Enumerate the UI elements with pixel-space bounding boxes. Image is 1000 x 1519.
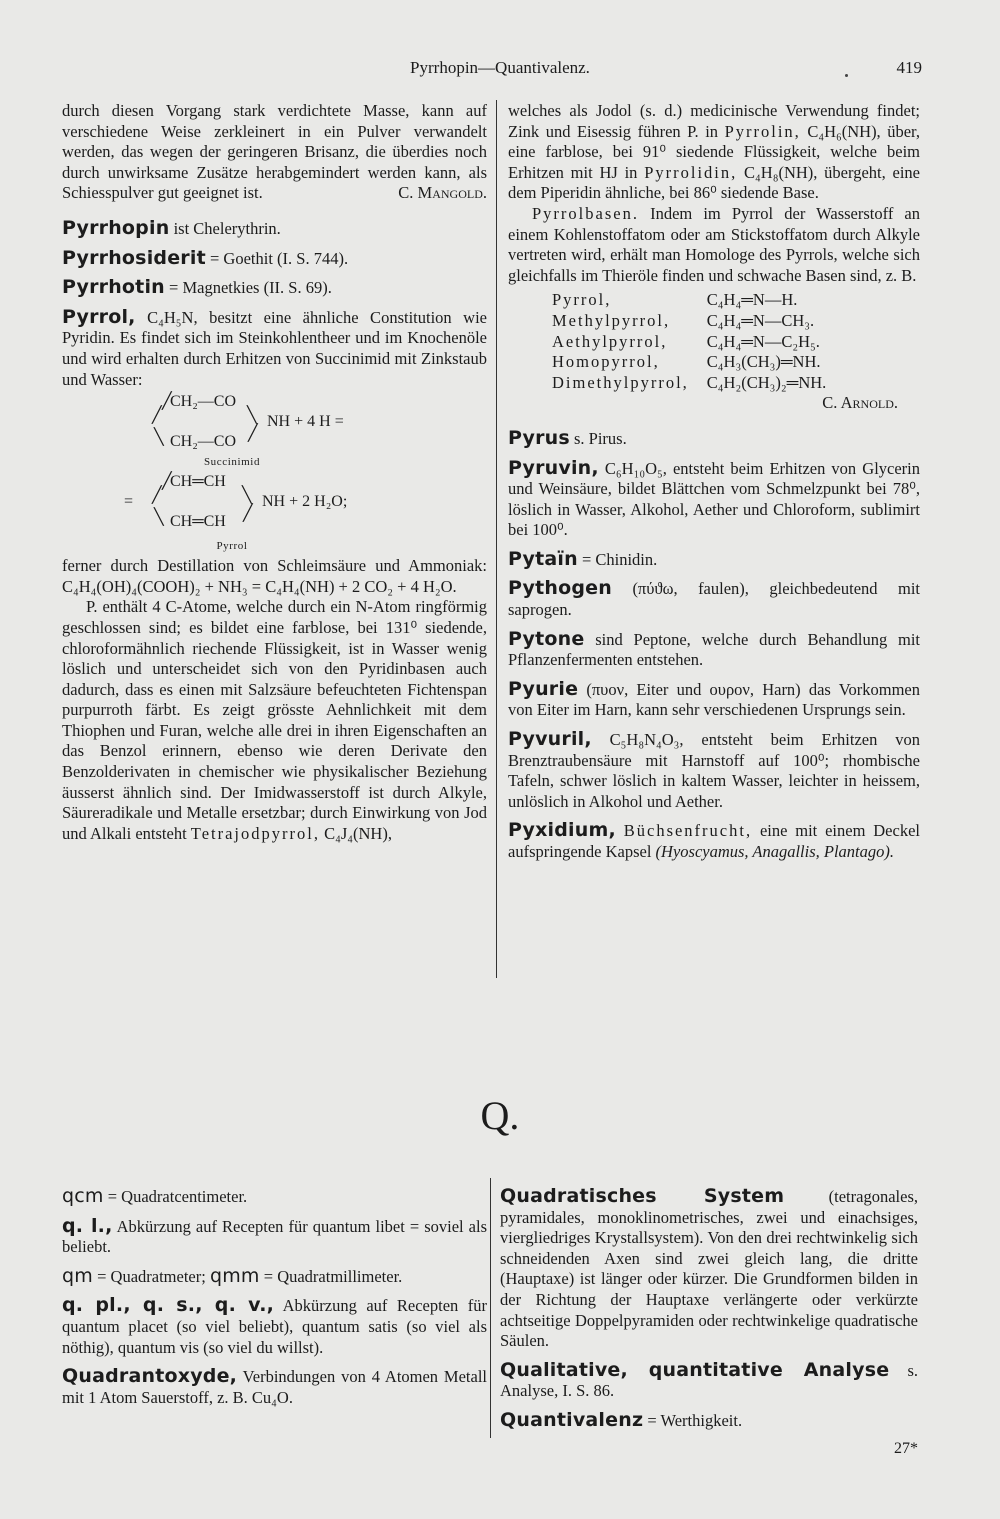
text: C₅H₈N₄O₃, entsteht beim Erhitzen von Brenztraubensäure mit Harnstoff auf 100⁰; rhombische Tafeln, schwer löslich in kaltem Wasser, leichter in heissem, unlöslich in Alkohol und Aether. — [508, 730, 920, 811]
headword-pyrrhotin: Pyrrhotin — [62, 276, 165, 299]
entry-text: = Goethit (I. S. 744). — [209, 248, 349, 268]
table-cell: Pyrrol, — [552, 290, 612, 310]
formula-line: NH + 4 H = — [267, 413, 344, 431]
text: Indem im Pyrrol der Wasserstoff an einem Kohlenstoffatom oder am Stickstoffatom durch Alkyle vertreten wird, erhält man Homologe des Pyrrols, welche sich gleichfalls im Thieröle finden und schwache Basen sind, z. B. — [508, 203, 920, 285]
table-cell: C₄H₄═N—C₂H₅. — [706, 331, 820, 351]
entry-qcm — [62, 1186, 487, 1208]
text: C₄H₈(NH), übergeht, eine dem Piperidin ähnliche, bei 86⁰ siedende Base. — [508, 162, 920, 203]
table-row — [552, 373, 844, 394]
entry-pyrrhosiderit — [62, 248, 487, 270]
formula-line: CH₂—CO — [170, 433, 237, 451]
table-cell: Dimethylpyrrol, — [552, 372, 689, 392]
entry-pyvuril — [508, 729, 920, 812]
entry-analyse — [500, 1360, 918, 1402]
headword-qmm: qmm — [209, 1264, 260, 1287]
text: Verbindungen von 4 Atomen Metall mit 1 Atom Sauerstoff, z. B. Cu₄O. — [62, 1367, 487, 1407]
entry-pythogen — [508, 578, 920, 620]
headword-pytain: Pytaïn — [508, 547, 578, 570]
spaced-term: Pyrrolbasen. — [532, 203, 639, 223]
running-head — [0, 58, 1000, 82]
table-row — [552, 352, 844, 373]
headword-ql: q. l., — [62, 1214, 113, 1237]
succinimid-caption: Succinimid — [203, 456, 261, 469]
headword-pyrrhosiderit: Pyrrhosiderit — [62, 246, 206, 269]
table-row — [552, 332, 844, 353]
pyrrolbasen-paragraph — [508, 204, 920, 286]
entry-pyrrol — [62, 307, 487, 390]
entry-pyrus — [508, 428, 920, 450]
table-row — [552, 311, 844, 332]
pyrrol-caption: Pyrrol — [216, 540, 248, 553]
text: (πύϑω, faulen), gleichbedeutend mit saprogen. — [508, 579, 920, 620]
text: = Werthigkeit. — [647, 1410, 743, 1430]
headword-quadratisches-system: Quadratisches System — [500, 1185, 785, 1207]
entry-pytain — [508, 549, 920, 571]
text: Abkürzung auf Recepten für quantum libet = soviel als beliebt. — [62, 1216, 487, 1257]
text: C₄H₆(NH), über, eine farblose, bei 91⁰ siedende Flüssigkeit, welche beim Erhitzen mit HJ in — [508, 121, 920, 182]
text: s. Pirus. — [574, 428, 627, 448]
text: Abkürzung auf Recepten für quantum placet (so viel beliebt), quantum satis (so viel als nöthig), quantum vis (so viel du willst). — [62, 1296, 487, 1357]
entry-quadrantoxyde — [62, 1366, 487, 1408]
text: (tetragonales, pyramidales, monoklinometrisches, zwei und einachsiges, viergliedriges Krystallsystem). Von den drei rechtwinkelig sich schneidenden Axen sind zwei gleich lang, die dritte (Hauptaxe) ist länger oder kürzer. Die Grundformen bilden in der Richtung der Hauptaxe verlängerte oder verkürzte achtseitige Doppelpyramiden oder rechtwinkelige quadratische Säulen. — [500, 1187, 918, 1351]
text: sind Peptone, welche durch Behandlung mit Pflanzenfermenten entstehen. — [508, 629, 920, 670]
headword-quadrantoxyde: Quadrantoxyde, — [62, 1365, 238, 1388]
entry-quadratisches-system — [500, 1186, 918, 1352]
column-divider-bottom — [490, 1178, 491, 1438]
pyrrol-formula-end: C₄J₄(NH), — [324, 823, 392, 843]
section-letter: Q. — [480, 1093, 520, 1138]
pyrrol-text: P. enthält 4 C-Atome, welche durch ein N-Atom ringförmig geschlossen sind; es bildet eine farblose, bei 131⁰ siedende, chloroformähnlich riechende Flüssigkeit, ist in Wasser wenig löslich und unterscheidet sich von den Pyridinbasen auch dadurch, dass es einen mit Salzsäure befeuchteten Fichtenspan purpurroth färbt. Es zeigt grösste Aehnlichkeit mit dem Thiophen und Furan, welche alle drei in ihren Eigenschaften an das Benzol erinnern, ebenso wie deren Derivate den Benzolderivaten in chemischer wie physikalischer Beziehung äusserst ähnlich sind. Der Imidwasserstoff ist durch Alkyle, Säureradikale und Metalle ersetzbar; durch Einwirkung von Jod und Alkali entsteht — [62, 597, 487, 843]
table-cell: C₄H₂(CH₃)₂═NH. — [706, 372, 827, 392]
headword-pyrrol: Pyrrol, — [62, 305, 136, 328]
headword-quantivalenz: Quantivalenz — [500, 1408, 644, 1431]
formula-line: CH═CH — [170, 513, 226, 531]
headword-pythogen: Pythogen — [508, 577, 612, 600]
headword-pyvuril: Pyvuril, — [508, 728, 592, 751]
entry-pyxidium — [508, 820, 920, 862]
entry-pyrrhopin — [62, 212, 487, 240]
headword-pyxidium: Pyxidium, — [508, 819, 616, 842]
entry-ql — [62, 1216, 487, 1258]
column-divider-top — [496, 100, 497, 978]
text: C₆H₁₀O₅, entsteht beim Erhitzen von Glycerin und Weinsäure, bildet Blättchen vom Schmelzpunkt bei 78⁰, löslich in Wasser, Alkohol, Aether und Chloroform, sublimirt bei 100⁰. — [508, 458, 920, 540]
text: = Quadratmeter; — [97, 1266, 206, 1286]
entry-pyurie — [508, 679, 920, 721]
formula-line: CH₂—CO — [170, 393, 237, 411]
text: s. Analyse, I. S. 86. — [500, 1360, 918, 1401]
italic-text: (Hyoscyamus, Anagallis, Plantago). — [655, 842, 895, 861]
text: = Quadratmillimeter. — [263, 1266, 403, 1286]
entry-pyrrhotin — [62, 277, 487, 299]
right-column-bottom — [500, 1178, 918, 1432]
formula-line: CH═CH — [170, 473, 226, 491]
pyrrol-continuation — [508, 101, 920, 204]
entry-text: ist Chelerythrin. — [173, 218, 281, 238]
spaced-term: Tetrajodpyrrol, — [190, 823, 320, 843]
mangold-paragraph — [62, 101, 487, 204]
table-cell: Aethylpyrrol, — [552, 331, 668, 351]
headword-pytone: Pytone — [508, 627, 585, 650]
table-cell: C₄H₄═N—H. — [706, 290, 798, 310]
left-column-top — [62, 101, 487, 844]
entry-text: = Magnetkies (II. S. 69). — [169, 278, 332, 298]
table-cell: C₄H₃(CH₃)═NH. — [706, 352, 821, 372]
entry-qm — [62, 1266, 487, 1288]
text: (πυον, Eiter und ουρον, Harn) das Vorkommen von Eiter im Harn, kann sehr verschiedenen Ursprungs sein. — [508, 679, 921, 720]
pyrrol-formula: = ╱ CH═CH ╱ ╲ NH + 2 H₂O; ╲ CH═CH ╱ Pyrrol — [62, 470, 487, 556]
text: eine mit einem Deckel aufspringende Kapsel — [508, 821, 920, 861]
headword-pyurie: Pyurie — [508, 677, 579, 700]
text: = Chinidin. — [581, 549, 658, 569]
signature-mark: 27* — [894, 1440, 918, 1457]
page-title: Pyrrhopin—Quantivalenz. — [410, 58, 590, 77]
succinimid-formula: ╱ CH₂—CO ╱ ╲ NH + 4 H = ╲ CH₂—CO ╱ Succinimid — [62, 390, 487, 470]
author-arnold: C. Arnold. — [822, 393, 898, 413]
spaced-term: Pyrrolin, — [724, 121, 801, 141]
entry-qpl — [62, 1295, 487, 1358]
pyrrol-homologues-table — [552, 290, 844, 393]
text: = Quadratcentimeter. — [107, 1187, 248, 1206]
headword-qpl: q. pl., q. s., q. v., — [62, 1294, 275, 1317]
table-cell: Homopyrrol, — [552, 352, 660, 372]
entry-text: C₄H₅N, besitzt eine ähnliche Constitution wie Pyridin. Es findet sich im Steinkohlentheer und im Knochenöle und wird erhalten durch Erhitzen von Succinimid mit Zinkstaub und Wasser: — [62, 307, 487, 389]
text: welches als Jodol (s. d.) medicinische Verwendung findet; Zink und Eisessig führen P. in — [508, 101, 920, 141]
headword-pyrus: Pyrus — [508, 426, 570, 449]
entry-pyruvin — [508, 458, 920, 541]
right-column-top — [508, 101, 920, 863]
mangold-text: durch diesen Vorgang stark verdichtete Masse, kann auf verschiedene Weise zerkleinert in ein Pulver verwandelt werden, das wegen der geringeren Brisanz, die überdies noch durch unwirksame Zusätze herabgemindert werden kann, als Schiesspulver gut geeignet ist. — [62, 101, 487, 203]
table-cell: Methylpyrrol, — [552, 310, 671, 330]
entry-pytone — [508, 629, 920, 671]
formula-line: NH + 2 H₂O; — [262, 493, 348, 511]
left-column-bottom — [62, 1178, 487, 1408]
headword-qcm: qcm — [62, 1185, 104, 1207]
headword-qm: qm — [62, 1264, 93, 1287]
pyrrol-paragraph-2: ferner durch Destillation von Schleimsäure und Ammoniak: C₄H₄(OH)₄(COOH)₂ + NH₃ = C₄H₄(NH) + 2 CO₂ + 4 H₂O. — [62, 556, 487, 596]
table-row — [552, 290, 844, 311]
spaced-term: Pyrrolidin, — [644, 162, 738, 182]
pyrrol-paragraph-3 — [62, 597, 487, 844]
headword-pyrrhopin: Pyrrhopin — [62, 216, 170, 239]
author-mangold: C. Mangold. — [398, 183, 487, 203]
spaced-term: Büchsenfrucht, — [623, 821, 753, 841]
headword-pyruvin: Pyruvin, — [508, 456, 599, 479]
headword-analyse: Qualitative, quantitative Analyse — [500, 1358, 890, 1381]
ink-speck — [845, 74, 848, 77]
entry-quantivalenz — [500, 1410, 918, 1432]
page-number: 419 — [896, 58, 922, 77]
table-cell: C₄H₄═N—CH₃. — [706, 310, 815, 330]
